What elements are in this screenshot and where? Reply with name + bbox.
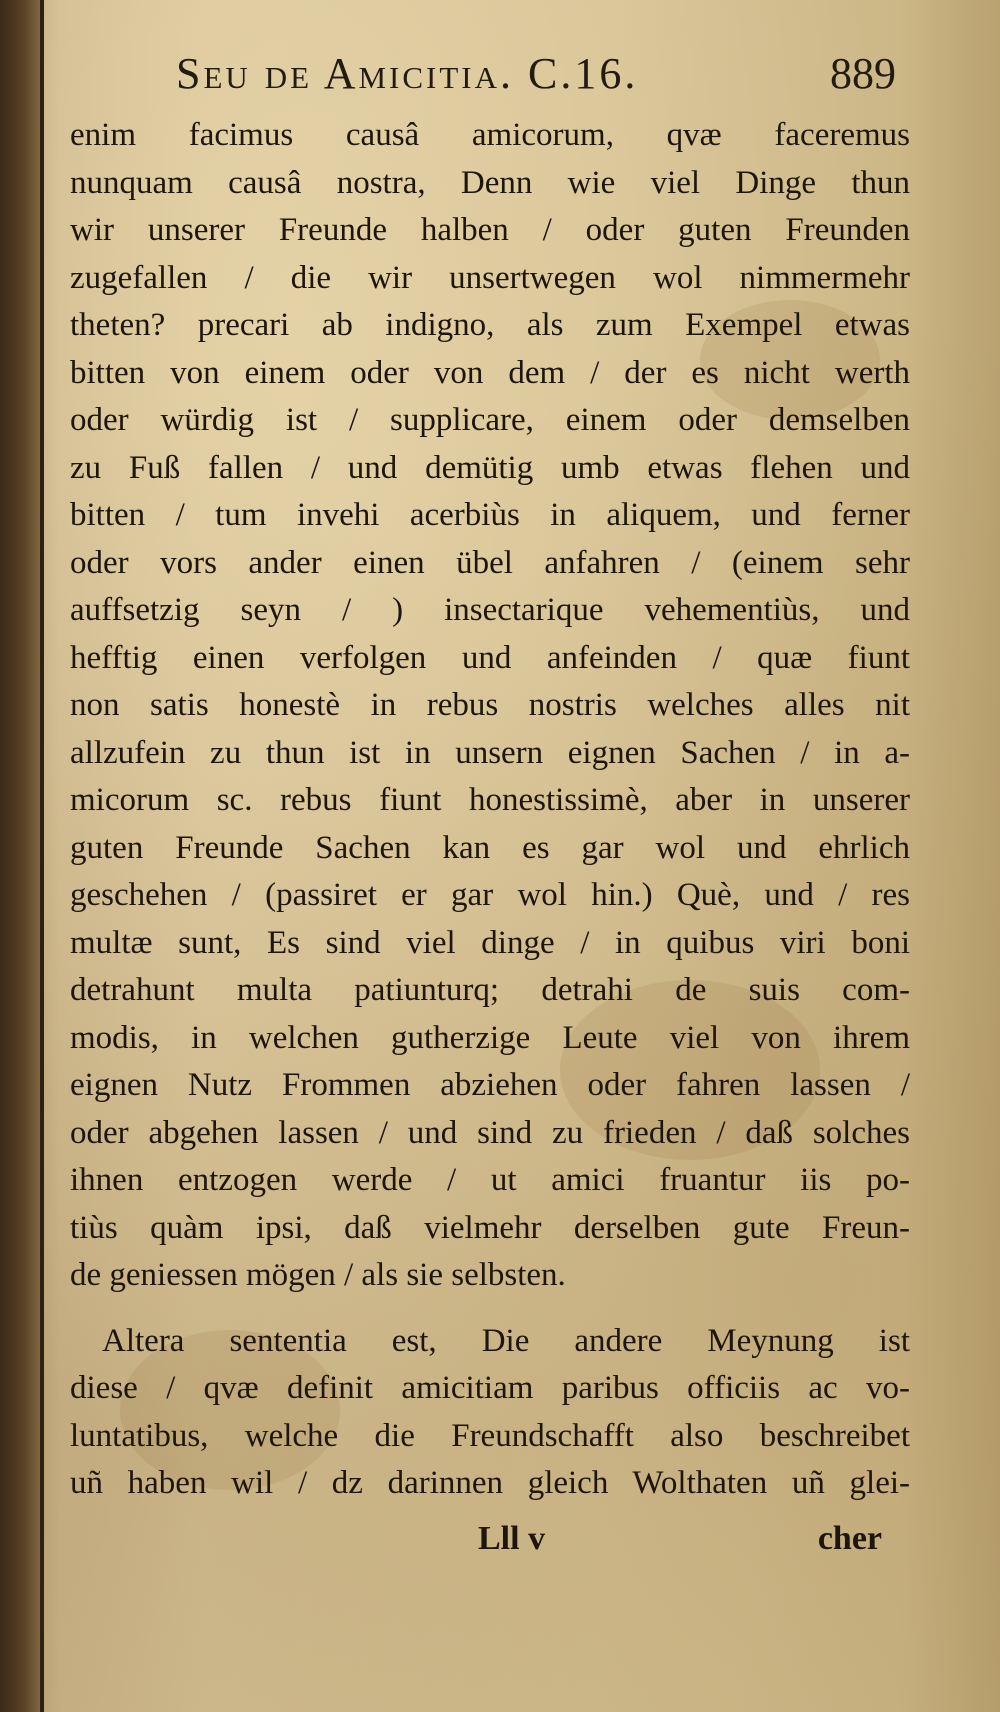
- paragraph-gap: [70, 1300, 910, 1318]
- text-line: uñ haben wil / dz darinnen gleich Wolthaten uñ glei-: [70, 1465, 910, 1501]
- text-line: wir unserer Freunde halben / oder guten Freunden: [70, 212, 910, 248]
- text-line: luntatibus, welche die Freundschafft also beschreibet: [70, 1417, 910, 1454]
- text-line: oder abgehen lassen / und sind zu frieden / daß solches: [70, 1114, 910, 1151]
- binding-edge: [40, 0, 44, 1712]
- text-line: multæ sunt, Es sind viel dinge / in quibus viri boni: [70, 924, 910, 961]
- text-line: ihnen entzogen werde / ut amici fruantur iis po-: [70, 1162, 910, 1198]
- running-title: Seu de Amicitia. C.16.: [176, 49, 639, 98]
- signature-mark: Lll v: [478, 1520, 546, 1557]
- text-line: hefftig einen verfolgen und anfeinden / quæ fiunt: [70, 639, 910, 676]
- text-line: eignen Nutz Frommen abziehen oder fahren lassen /: [70, 1067, 910, 1103]
- text-line: oder würdig ist / supplicare, einem oder demselben: [70, 402, 910, 438]
- text-line: detrahunt multa patiunturq; detrahi de suis com-: [70, 972, 910, 1008]
- text-line: non satis honestè in rebus nostris welches alles nit: [70, 687, 910, 723]
- text-line: tiùs quàm ipsi, daß vielmehr derselben gute Freun-: [70, 1209, 910, 1246]
- text-line: diese / qvæ definit amicitiam paribus officiis ac vo-: [70, 1370, 910, 1406]
- binding-gutter: [0, 0, 44, 1712]
- text-line: geschehen / (passiret er gar wol hin.) Què, und / res: [70, 877, 910, 913]
- text-line: bitten von einem oder von dem / der es nicht werth: [70, 354, 910, 391]
- page-footer: [70, 1520, 910, 1570]
- text-line: auffsetzig seyn / ) insectarique vehementiùs, und: [70, 592, 910, 628]
- text-line: bitten / tum invehi acerbiùs in aliquem, und ferner: [70, 497, 910, 533]
- catchword: cher: [817, 1520, 882, 1557]
- text-line: allzufein zu thun ist in unsern eignen Sachen / in a-: [70, 734, 910, 771]
- running-head: [176, 48, 896, 108]
- text-line: zu Fuß fallen / und demütig umb etwas flehen und: [70, 449, 910, 486]
- text-line: enim facimus causâ amicorum, qvæ faceremus: [70, 117, 910, 153]
- text-line: nunquam causâ nostra, Denn wie viel Dinge thun: [70, 164, 910, 201]
- text-line: micorum sc. rebus fiunt honestissimè, aber in unserer: [70, 782, 910, 818]
- text-line: zugefallen / die wir unsertwegen wol nimmermehr: [70, 259, 910, 296]
- text-line: oder vors ander einen übel anfahren / (einem sehr: [70, 544, 910, 581]
- text-line: de geniessen mögen / als sie selbsten.: [70, 1257, 566, 1293]
- text-line: Altera sententia est, Die andere Meynung ist: [102, 1322, 910, 1359]
- page-number: 889: [830, 49, 896, 98]
- body-text: [70, 112, 910, 1508]
- text-line: theten? precari ab indigno, als zum Exempel etwas: [70, 307, 910, 343]
- text-line: modis, in welchen gutherzige Leute viel von ihrem: [70, 1019, 910, 1056]
- text-line: guten Freunde Sachen kan es gar wol und ehrlich: [70, 829, 910, 866]
